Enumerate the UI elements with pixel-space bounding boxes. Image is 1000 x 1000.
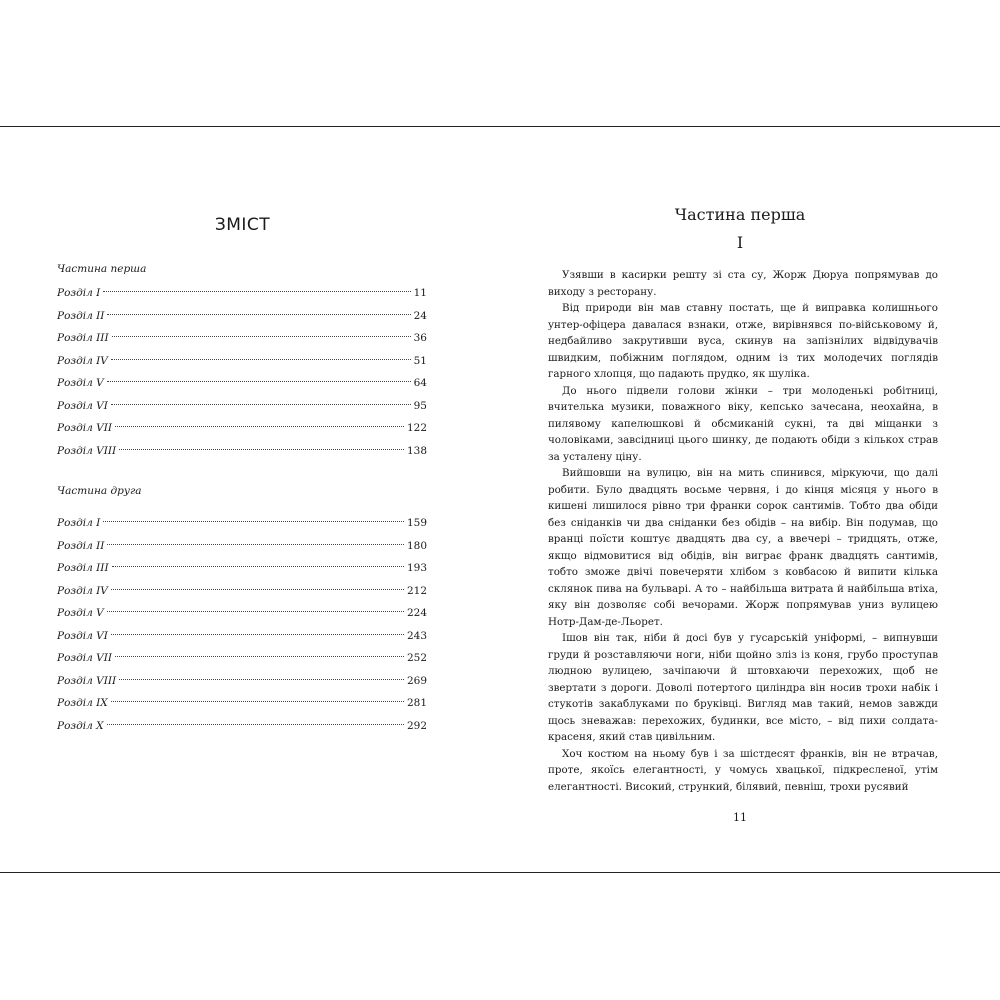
leader-dots (111, 634, 404, 635)
toc-entry[interactable] (57, 535, 427, 558)
leader-dots (119, 449, 404, 450)
toc-entry-page: 95 (413, 399, 427, 412)
leader-dots (115, 426, 404, 427)
toc-entry[interactable] (57, 670, 427, 693)
toc-entry-page: 193 (406, 562, 427, 574)
leader-dots (103, 521, 404, 522)
toc-entry-page: 269 (406, 674, 427, 687)
toc-entry-label: Розділ IV (57, 584, 108, 597)
toc-entry-page: 122 (406, 422, 427, 434)
toc-entry[interactable] (57, 305, 427, 328)
toc-entry[interactable] (57, 647, 427, 670)
leader-dots (112, 336, 411, 337)
toc-page (0, 127, 500, 872)
toc-list-part-two (57, 512, 427, 737)
toc-list-part-one (57, 282, 427, 462)
chapter-body (548, 267, 938, 795)
toc-entry-label: Розділ VII (57, 422, 113, 434)
leader-dots (111, 404, 411, 405)
leader-dots (111, 359, 411, 360)
leader-dots (107, 724, 404, 725)
toc-entry[interactable] (57, 440, 427, 463)
toc-entry-label: Розділ VII (57, 652, 113, 664)
toc-entry[interactable] (57, 557, 427, 580)
toc-entry[interactable] (57, 580, 427, 603)
toc-entry[interactable] (57, 282, 427, 305)
toc-entry-label: Розділ III (57, 562, 109, 574)
toc-entry-label: Розділ X (57, 719, 104, 732)
toc-entry-label: Розділ III (57, 332, 109, 344)
leader-dots (119, 679, 404, 680)
toc-entry-page: 212 (406, 584, 427, 597)
toc-entry-page: 24 (413, 309, 427, 322)
toc-part-title: Частина друга (57, 485, 142, 497)
toc-entry-page: 292 (406, 719, 427, 732)
toc-entry[interactable] (57, 417, 427, 440)
toc-entry[interactable] (57, 692, 427, 715)
paragraph: Ішов він так, ніби й досі був у гусарській уніформі, – випнувши груди й розставляючи ноги, ніби щойно зліз із коня, грубо проступав людною вулицею, зачіпаючи й штовхаючи перехожих, щоб не звертати з дороги. Доволі потертого циліндра він носив трохи набік і стукотів закаблуками по бруківці. Вигляд мав такий, немов завжди щось зневажав: перехожих, будинки, все місто, – від пихи солдата-красеня, який став цивільним. (548, 632, 938, 743)
leader-dots (107, 611, 404, 612)
toc-entry-page: 11 (413, 287, 427, 299)
toc-entry-page: 138 (406, 444, 427, 457)
paragraph: Хоч костюм на ньому був і за шістдесят франків, він не втрачав, проте, якоїсь елегантності, у чомусь хвацької, підкресленої, утім елегантності. Високий, стрункий, білявий, певніш, трохи русявий (548, 747, 938, 793)
toc-entry-label: Розділ II (57, 539, 105, 552)
toc-entry-page: 36 (413, 332, 427, 344)
toc-entry-label: Розділ I (57, 517, 101, 529)
toc-entry-page: 243 (406, 629, 427, 642)
toc-entry-label: Розділ V (57, 607, 104, 619)
toc-entry-label: Розділ VIII (57, 674, 117, 687)
toc-entry-label: Розділ IV (57, 354, 108, 367)
toc-entry[interactable] (57, 602, 427, 625)
chapter-number: I (736, 233, 744, 252)
toc-entry-label: Розділ VI (57, 399, 108, 412)
toc-entry-page: 64 (413, 377, 427, 389)
page-number: 11 (733, 811, 747, 824)
toc-entry[interactable] (57, 715, 427, 738)
toc-entry-page: 159 (406, 517, 427, 529)
toc-entry-label: Розділ II (57, 309, 105, 322)
toc-entry[interactable] (57, 372, 427, 395)
leader-dots (112, 566, 404, 567)
toc-entry-label: Розділ I (57, 287, 101, 299)
toc-entry[interactable] (57, 395, 427, 418)
toc-entry-page: 51 (413, 354, 427, 367)
toc-entry[interactable] (57, 625, 427, 648)
toc-entry[interactable] (57, 512, 427, 535)
chapter-page (500, 127, 1000, 872)
book-spread (0, 126, 1000, 873)
toc-entry-label: Розділ VIII (57, 444, 117, 457)
toc-entry-page: 252 (406, 652, 427, 664)
chapter-part-title: Частина перша (674, 205, 806, 224)
toc-entry[interactable] (57, 327, 427, 350)
leader-dots (107, 381, 411, 382)
paragraph: До нього підвели голови жінки – три молоденькі робітниці, вчителька музики, поважного віку, кепсько зачесана, неохайна, в пилявому капелюшкові й обсмиканій сукні, та дві міщанки з чоловіками, завсідниці цього шинку, де подають обіди з кількох страв за усталену ціну. (548, 384, 938, 463)
toc-entry-label: Розділ IX (57, 697, 108, 709)
toc-entry-page: 224 (406, 607, 427, 619)
toc-entry-page: 281 (406, 697, 427, 709)
leader-dots (111, 701, 404, 702)
leader-dots (115, 656, 404, 657)
leader-dots (107, 544, 404, 545)
leader-dots (103, 291, 410, 292)
toc-title: ЗМІСТ (214, 215, 271, 235)
paragraph: Від природи він мав ставну постать, ще й виправка колишнього унтер-офіцера давалася взнаки, отже, вирівнявся по-військовому й, недбайливо закрутивши вуса, скинув на запізнілих відвідувачів швидким, побіжним поглядом, одним із тих молодечих поглядів гарного хлопця, що падають прудко, як шуліка. (548, 302, 938, 380)
paragraph: Узявши в касирки решту зі ста су, Жорж Дюруа попрямував до виходу з ресторану. (548, 269, 938, 298)
toc-part-title: Частина перша (57, 263, 147, 275)
leader-dots (107, 314, 410, 315)
toc-entry-page: 180 (406, 539, 427, 552)
toc-entry-label: Розділ V (57, 377, 104, 389)
leader-dots (111, 589, 404, 590)
toc-entry[interactable] (57, 350, 427, 373)
toc-entry-label: Розділ VI (57, 629, 108, 642)
paragraph: Вийшовши на вулицю, він на мить спинився, міркуючи, що далі робити. Було двадцять восьме червня, і до кінця місяця у нього в кишені лишилося рівно три франки сорок сантимів. Тобто два обіди без сніданків чи два сніданки без обідів – на вибір. Він подумав, що вранці поїсти коштує двадцять два су, а ввечері – тридцять, отже, якщо відмовитися від обідів, він виграє франк двадцять сантимів, тобто зможе двічі повечеряти хлібом з ковбасою й випити кілька склянок пива на бульварі. А то – найбільша витрата й найбільша втіха, яку він дозволяє собі вечорами. Жорж попрямував униз вулицею Нотр-Дам-де-Льорет. (548, 467, 938, 628)
